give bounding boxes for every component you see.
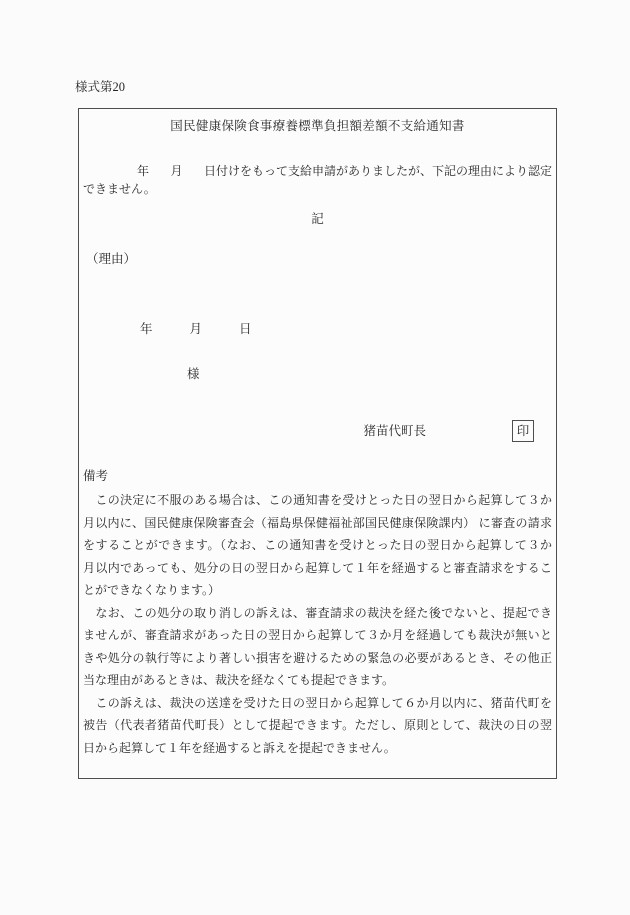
document-title: 国民健康保険食事療養標準負担額差額不支給通知書	[170, 119, 465, 133]
remarks-line: 当な理由があるときは、裁決を経なくても提起できます。	[83, 673, 395, 687]
official-seal-placeholder: 印	[512, 420, 534, 442]
intro-paragraph	[83, 162, 552, 198]
remarks-line: ませんが、審査請求があった日の翌日から起算して３か月を経過しても裁決が無いと	[83, 628, 552, 642]
issuer-title: 猪苗代町長	[363, 424, 426, 438]
issue-date-line	[83, 320, 552, 338]
remarks-line: をすることができます。（なお、この通知書を受けとった日の翌日から起算して３か	[83, 538, 552, 552]
issuer-line	[83, 420, 552, 442]
application-day-sentence: 日付けをもって支給申請がありましたが、下記の理由により認定	[203, 164, 552, 178]
intro-continuation: できません。	[83, 182, 156, 196]
application-month-label: 月	[170, 164, 183, 178]
application-date-sentence	[83, 162, 552, 180]
remarks-line: 日から起算して１年を経過すると訴えを提起できません。	[83, 740, 396, 755]
reason-label: （理由）	[86, 252, 137, 266]
remarks-line: 月以内であっても、処分の日の翌日から起算して１年を経過すると審査請求をするこ	[83, 560, 552, 575]
remarks-line: この訴えは、裁決の送達を受けた日の翌日から起算して６か月以内に、猪苗代町を	[83, 695, 552, 710]
remarks-line: この決定に不服のある場合は、この通知書を受けとった日の翌日から起算して３か	[83, 493, 552, 507]
remarks-line: 月以内に、国民健康保険審査会（福島県保健福祉部国民健康保険課内） に審査の請求	[83, 515, 552, 530]
addressee-honorific: 様	[187, 367, 200, 381]
remarks-line: とができなくなります。）	[83, 583, 221, 597]
remarks-line: 被告（代表者猪苗代町長）として提起できます。ただし、原則として、裁決の日の翌	[83, 718, 552, 732]
remarks-body	[83, 489, 552, 759]
remarks-line: なお、この処分の取り消しの訴えは、審査請求の裁決を経た後でないと、提起でき	[83, 605, 552, 620]
issue-year-label: 年	[140, 322, 153, 336]
document-frame	[78, 108, 557, 779]
issue-month-label: 月	[189, 322, 203, 336]
remarks-heading: 備考	[83, 469, 109, 483]
remarks-line: きや処分の執行等により著しい損害を避けるための緊急の必要があるとき、その他正	[83, 650, 552, 665]
issue-day-label: 日	[239, 322, 252, 336]
record-heading: 記	[311, 212, 324, 226]
form-number: 様式第20	[75, 80, 126, 94]
application-year-label: 年	[137, 164, 150, 178]
